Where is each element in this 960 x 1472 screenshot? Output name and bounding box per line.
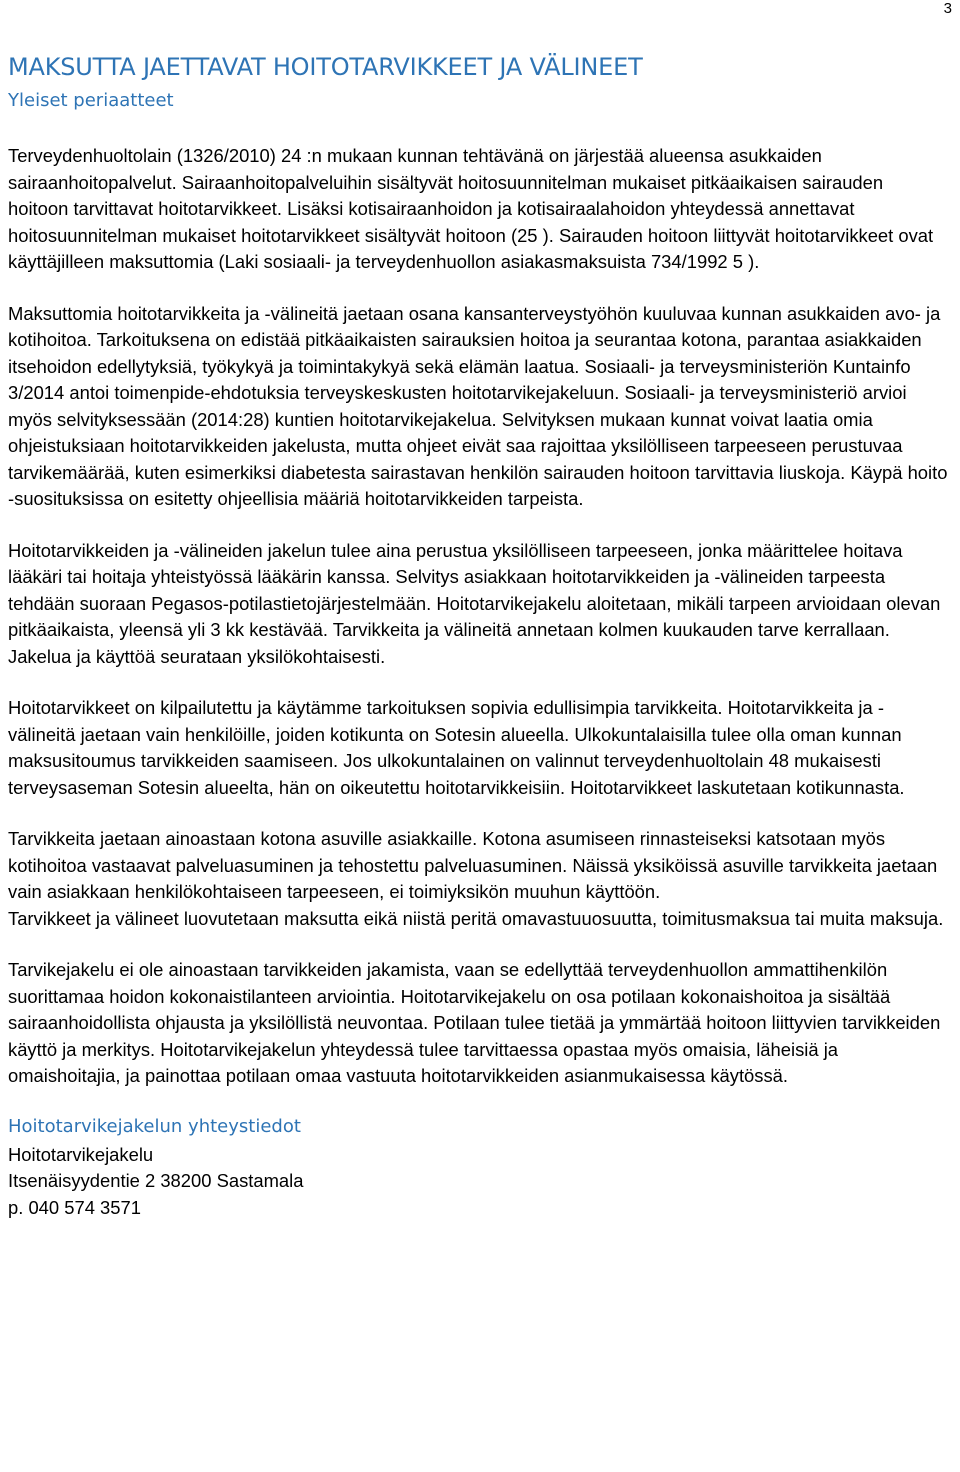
paragraph-home-residents: Tarvikkeita jaetaan ainoastaan kotona asuville asiakkaille. Kotona asumiseen rinnasteiseksi katsotaan myös kotihoitoa vastaavat palveluasuminen ja tehostettu palveluasuminen. Näissä yksiköissä asuville tarvikkeita jaetaan vain asiakkaan henkilökohtaiseen tarpeeseen, ei toimiyksikön muuhun käyttöön. [8,828,938,902]
paragraph-guidance: Tarvikejakelu ei ole ainoastaan tarvikkeiden jakamista, vaan se edellyttää terveydenhuollon ammattihenkilön suorittamaa hoidon kokonaistilanteen arviointia. Hoitotarvikejakelu on osa potilaan kokonaishoitoa ja sisältää sairaanhoidollista ohjausta ja yksilöllistä neuvontaa. Potilaan tulee tietää ja ymmärtää hoitoon liittyvien tarvikkeiden käyttö ja merkitys. Hoitotarvikejakelun yhteydessä tulee tarvittaessa opastaa myös omaisia, läheisiä ja omaishoitajia, ja painottaa potilaan omaa vastuuta hoitotarvikkeiden asianmukaisessa käytössä. [8,959,941,1086]
document-title: MAKSUTTA JAETTAVAT HOITOTARVIKKEET JA VÄLINEET [8,53,643,81]
paragraph-spacer [8,801,948,826]
paragraph-free-of-charge: Tarvikkeet ja välineet luovutetaan maksutta eikä niistä peritä omavastuuosuutta, toimitusmaksua tai muita maksuja. [8,907,944,929]
paragraph-spacer [8,670,948,695]
contact-address: Itsenäisyydentie 2 38200 Sastamala [8,1170,304,1191]
paragraph-spacer [8,932,948,957]
document-body [8,48,948,1221]
paragraph-purpose: Maksuttomia hoitotarvikkeita ja -välineitä jaetaan osana kansanterveystyöhön kuuluvaa kunnan asukkaiden avo- ja kotihoitoa. Tarkoituksena on edistää pitkäaikaisten sairauksien hoitoa ja seurantaa kotona, parantaa asiakkaiden itsehoidon edellytyksiä, työkykyä ja toimintakykyä sekä elämän laatua. Sosiaali- ja terveysministeriön Kuntainfo 3/2014 antoi toimenpide-ehdotuksia terveyskeskusten hoitotarvikejakeluun. Sosiaali- ja terveysministeriö arvioi myös selvityksessään (2014:28) kuntien hoitotarvikejakelua. Selvityksen mukaan kunnat voivat laatia omia ohjeistuksiaan hoitotarvikkeiden jakelusta, mutta ohjeet eivät saa rajoittaa yksilölliseen tarpeeseen perustuvaa tarvikemäärää, kuten esimerkiksi diabetesta sairastavan henkilön sairauden hoitoon tarvittavia liuskoja. Käypä hoito -suosituksissa on esitetty ohjeellisia määriä hoitotarvikkeiden tarpeista. [8,302,948,509]
contact-name: Hoitotarvikejakelu [8,1143,154,1165]
paragraph-procurement: Hoitotarvikkeet on kilpailutettu ja käytämme tarkoituksen sopivia edullisimpia tarvikkeita. Hoitotarvikkeita ja -välineitä jaetaan vain henkilöille, joiden kotikunta on Sotesin alueella. Ulkokuntalaisilla tulee olla oman kunnan maksusitoumus tarvikkeiden saamiseen. Jos ulkokuntalainen on valinnut terveydenhuoltolain 48 mukaisesti terveysaseman Sotesin alueelta, hän on oikeutettu hoitotarvikkeisiin. Hoitotarvikkeet laskutetaan kotikunnasta. [8,697,905,798]
paragraph-spacer [8,513,948,538]
page-number: 3 [943,0,952,17]
section-heading-general: Yleiset periaatteet [8,90,174,111]
paragraph-spacer [8,276,948,301]
section-heading-contact: Hoitotarvikejakelun yhteystiedot [8,1115,301,1137]
paragraph-individual-need: Hoitotarvikkeiden ja -välineiden jakelun tulee aina perustua yksilölliseen tarpeeseen, jonka määrittelee hoitava lääkäri tai hoitaja yhteistyössä lääkärin kanssa. Selvitys asiakkaan hoitotarvikkeiden ja -välineiden tarpeesta tehdään suoraan Pegasos-potilastietojärjestelmään. Hoitotarvikejakelu aloitetaan, mikäli tarpeen arvioidaan olevan pitkäaikaista, yleensä yli 3 kk kestävää. Tarvikkeita ja välineitä annetaan kolmen kuukauden tarve kerrallaan. Jakelua ja käyttöä seurataan yksilökohtaisesti. [8,539,941,667]
contact-phone: p. 040 574 3571 [8,1196,141,1218]
paragraph-legal-basis: Terveydenhuoltolain (1326/2010) 24 :n mukaan kunnan tehtävänä on järjestää alueensa asukkaiden sairaanhoitopalvelut. Sairaanhoitopalveluihin sisältyvät hoitosuunnitelman mukaiset pitkäaikaisen sairauden hoitoon tarvittavat hoitotarvikkeet. Lisäksi kotisairaanhoidon ja kotisairaalahoidon yhteydessä annettavat hoitosuunnitelman mukaiset hoitotarvikkeet sisältyvät hoitoon (25 ). Sairauden hoitoon liittyvät hoitotarvikkeet ovat käyttäjilleen maksuttomia (Laki sosiaali- ja terveydenhuollon asiakasmaksuista 734/1992 5 ). [8,145,934,272]
